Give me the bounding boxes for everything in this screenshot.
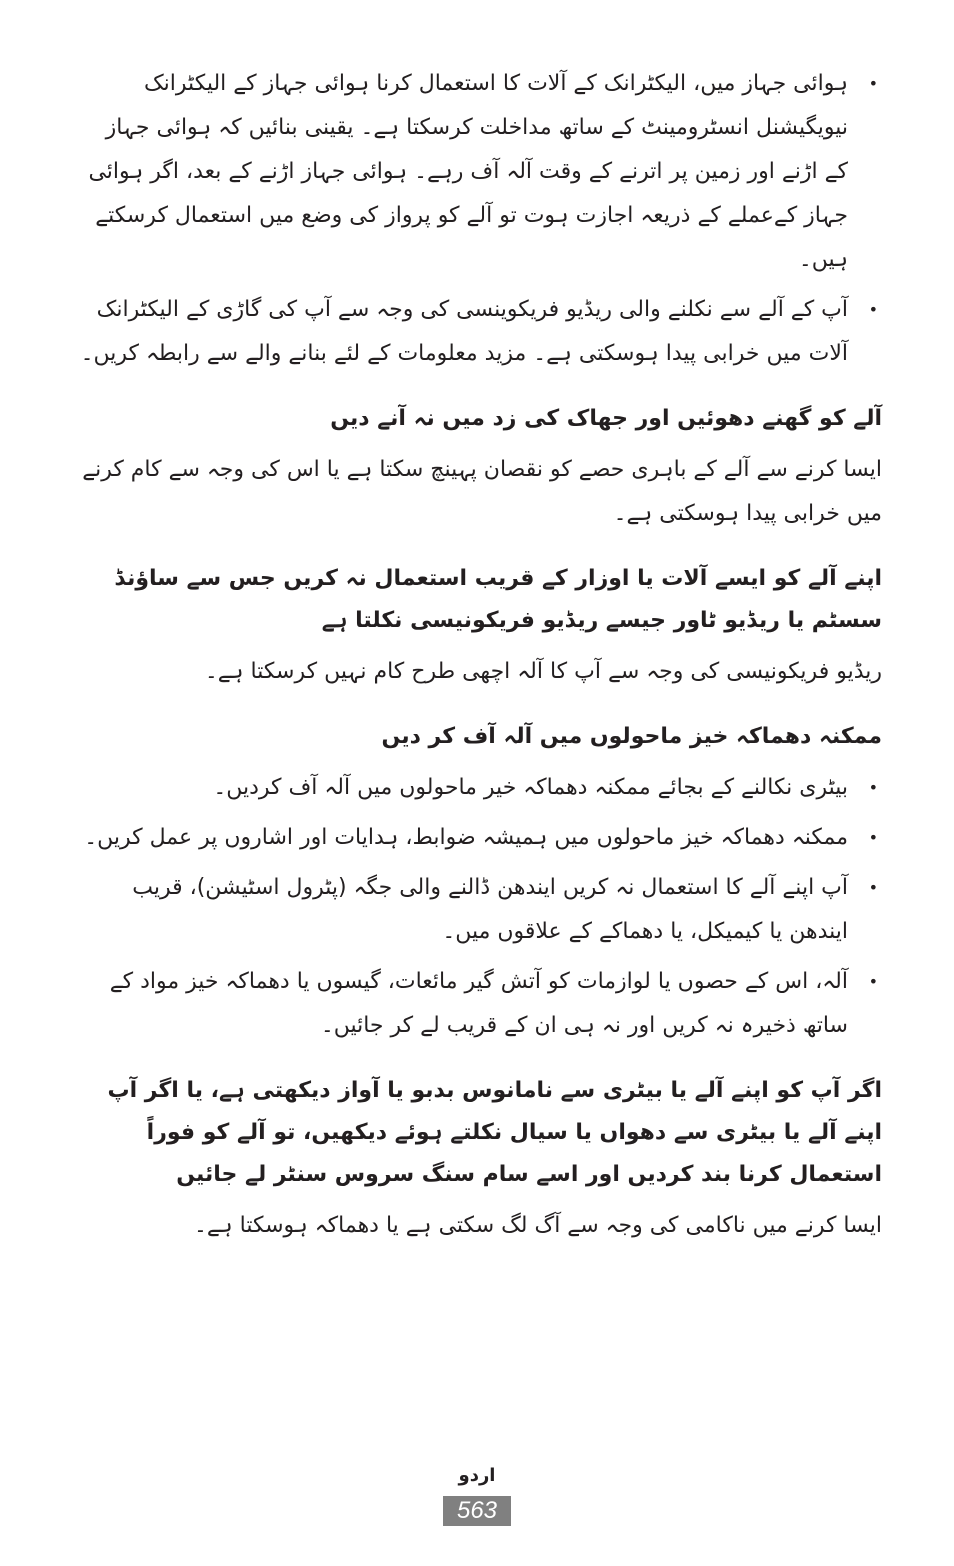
bullet-icon: •: [868, 828, 878, 847]
section-heading-smoke: آلے کو گھنے دھوئیں اور جھاک کی زد میں نہ آنے دیں: [330, 406, 882, 431]
bullet-icon: •: [868, 778, 878, 797]
section-heading-radio-frequency: اپنے آلے کو ایسے آلات یا اوزار کے قریب استعمال نہ کریں جس سے ساؤنڈ سسٹم یا ریڈیو ٹاور جیسے ریڈیو فریکونیسی نکلتا ہے: [114, 566, 882, 633]
bullet-text: بیٹری نکالنے کے بجائے ممکنہ دھماکہ خیر ماحولوں میں آلہ آف کردیں۔: [213, 775, 848, 800]
list-item: [78, 288, 882, 376]
bullet-icon: •: [868, 878, 878, 897]
list-item: [78, 816, 882, 860]
section-body-smoke: ایسا کرنے سے آلے کے باہری حصے کو نقصان پہینچ سکتا ہے یا اس کی وجہ سے کام کرنے میں خرابی پیدا ہوسکتی ہے۔: [82, 457, 882, 526]
bullet-text: ممکنہ دھماکہ خیز ماحولوں میں ہمیشہ ضوابط، ہدایات اور اشاروں پر عمل کریں۔: [84, 825, 848, 850]
list-item: [78, 960, 882, 1048]
section-body-odor-smoke: ایسا کرنے میں ناکامی کی وجہ سے آگ لگ سکتی ہے یا دھماکہ ہوسکتا ہے۔: [193, 1213, 882, 1238]
section-heading-explosive: ممکنہ دھماکہ خیز ماحولوں میں آلہ آف کر دیں: [381, 724, 882, 749]
bullet-list-explosive: [78, 766, 882, 1048]
page-footer: [0, 1462, 954, 1526]
page-number: 563: [443, 1496, 511, 1526]
bullet-icon: •: [868, 300, 878, 319]
bullet-text: آلہ، اس کے حصوں یا لوازمات کو آتش گیر مائعات، گیسوں یا دھماکہ خیز مواد کے ساتھ ذخیرہ نہ کریں اور نہ ہی ان کے قریب لے کر جائیں۔: [109, 969, 848, 1038]
list-item: [78, 866, 882, 954]
bullet-text: آپ اپنے آلے کا استعمال نہ کریں ایندھن ڈالنے والی جگہ (پٹرول اسٹیشن)، قریب ایندھن یا کیمیکل، یا دھماکے کے علاقوں میں۔: [132, 875, 848, 944]
page-content: [78, 62, 882, 1256]
list-item: [78, 62, 882, 282]
list-item: [78, 766, 882, 810]
section-heading-odor-smoke: اگر آپ کو اپنے آلے یا بیٹری سے نامانوس بدبو یا آواز دیکھتی ہے، یا اگر آپ اپنے آلے یا بیٹری سے دھواں یا سیال نکلتے ہوئے دیکھیں، تو آلے کو فوراً استعمال کرنا بند کردیں اور اسے سام سنگ سروس سنٹر لے جائیں: [107, 1078, 882, 1187]
section-body-radio-frequency: ریڈیو فریکونیسی کی وجہ سے آپ کا آلہ اچھی طرح کام نہیں کرسکتا ہے۔: [204, 659, 882, 684]
bullet-list-aircraft-vehicle: [78, 62, 882, 376]
bullet-text: آپ کے آلے سے نکلنے والی ریڈیو فریکوینسی کی وجہ سے آپ کی گاڑی کے الیکٹرانک آلات میں خرابی پیدا ہوسکتی ہے۔ مزید معلومات کے لئے بنانے والے سے رابطہ کریں۔: [80, 297, 848, 366]
bullet-icon: •: [868, 972, 878, 991]
footer-language: اردو: [458, 1465, 496, 1486]
bullet-text: ہوائی جہاز میں، الیکٹرانک کے آلات کا استعمال کرنا ہوائی جہاز کے الیکٹرانک نیویگیشنل انسٹرومینٹ کے ساتھ مداخلت کرسکتا ہے۔ یقینی بنائیں کہ ہوائی جہاز کے اڑنے اور زمین پر اترنے کے وقت آلہ آف رہے۔ ہوائی جہاز اڑنے کے بعد، اگر ہوائی جہاز کےعملے کے ذریعہ اجازت ہوت تو آلے کو پرواز کی وضع میں استعمال کرسکتے ہیں۔: [88, 71, 848, 272]
bullet-icon: •: [868, 74, 878, 93]
